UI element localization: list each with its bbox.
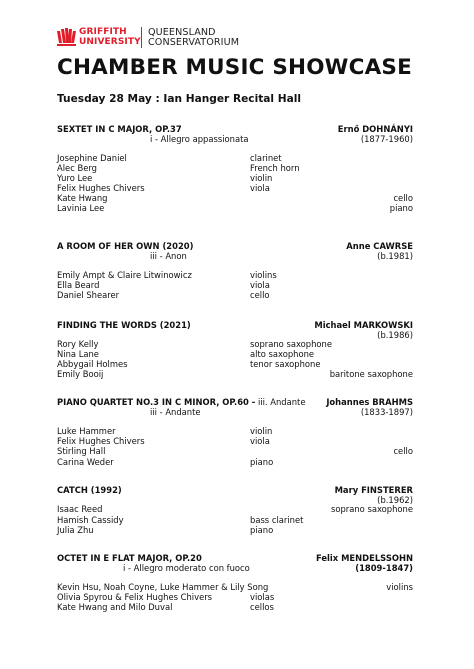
piece-movement: i - Allegro appassionata [150, 134, 249, 144]
performer-name: Hamish Cassidy [57, 515, 124, 525]
performer-instrument: violas [250, 592, 275, 602]
composer-name: Felix MENDELSSOHN [315, 553, 413, 563]
performer-instrument: piano [389, 203, 413, 213]
performer-name: Kevin Hsu, Noah Coyne, Luke Hammer & Lily Song [57, 582, 269, 592]
performer-instrument: bass clarinet [250, 515, 304, 525]
performer-instrument: viola [250, 183, 270, 193]
performer-instrument: violins [386, 582, 413, 592]
performer-name: Kate Hwang and Milo Duval [57, 602, 173, 612]
performer-name: Felix Hughes Chivers [57, 183, 145, 193]
logo-lockup [57, 27, 257, 49]
griffith-logo-icon [57, 28, 76, 46]
composer-dates: (1833-1897) [360, 407, 413, 417]
performer-instrument: soprano saxophone [331, 504, 413, 514]
piece-movement: i - Allegro moderato con fuoco [123, 563, 250, 573]
piece-title: A ROOM OF HER OWN (2020) [57, 241, 194, 251]
composer-name: Anne CAWRSE [346, 241, 413, 251]
piece-title: CATCH (1992) [57, 485, 122, 495]
performer-instrument: soprano saxophone [250, 339, 332, 349]
performer-name: Nina Lane [57, 349, 99, 359]
page-title: CHAMBER MUSIC SHOWCASE [57, 55, 412, 80]
performer-name: Julia Zhu [57, 525, 94, 535]
performer-instrument: tenor saxophone [250, 359, 321, 369]
performer-instrument: cello [250, 290, 270, 300]
performer-name: Carina Weder [57, 457, 114, 467]
performer-name: Olivia Spyrou & Felix Hughes Chivers [57, 592, 213, 602]
logo-divider [141, 27, 142, 48]
composer-name: Johannes BRAHMS [326, 397, 413, 407]
university-line-1: GRIFFITH [79, 27, 127, 37]
composer-dates: (b.1986) [377, 330, 413, 340]
piece-movement: iii - Andante [150, 407, 201, 417]
university-line-2: UNIVERSITY [79, 36, 141, 47]
piece-title: PIANO QUARTET NO.3 IN C MINOR, OP.60 - [57, 397, 256, 407]
event-line: Tuesday 28 May : Ian Hanger Recital Hall [57, 93, 302, 105]
performer-name: Felix Hughes Chivers [57, 436, 145, 446]
performer-instrument: alto saxophone [250, 349, 315, 359]
performer-name: Alec Berg [57, 163, 97, 173]
conservatorium-line-2: CONSERVATORIUM [148, 37, 240, 48]
composer-dates: (b.1962) [377, 495, 413, 505]
performer-instrument: piano [250, 457, 274, 467]
performer-instrument: viola [250, 280, 270, 290]
performer-instrument: violins [250, 270, 277, 280]
performer-instrument: cello [393, 446, 413, 456]
piece-title-suffix: iii. Andante [257, 397, 306, 407]
composer-name: Mary FINSTERER [334, 485, 413, 495]
composer-dates: (b.1981) [377, 251, 413, 261]
performer-name: Yuro Lee [57, 173, 93, 183]
composer-dates: (1809-1847) [355, 563, 413, 573]
performer-name: Emily Booij [57, 369, 104, 379]
performer-name: Emily Ampt & Claire Litwinowicz [57, 270, 192, 280]
piece-title: SEXTET IN C MAJOR, OP.37 [57, 124, 182, 134]
performer-instrument: violin [250, 173, 273, 183]
performer-instrument: baritone saxophone [329, 369, 413, 379]
performer-name: Luke Hammer [57, 426, 116, 436]
composer-dates: (1877-1960) [360, 134, 413, 144]
conservatorium-wordmark [148, 28, 239, 48]
performer-name: Ella Beard [57, 280, 100, 290]
performer-instrument: piano [250, 525, 274, 535]
performer-instrument: viola [250, 436, 270, 446]
performer-name: Lavinia Lee [57, 203, 105, 213]
performer-name: Isaac Reed [57, 504, 103, 514]
university-wordmark [79, 28, 141, 47]
performer-name: Stirling Hall [57, 446, 106, 456]
piece-title-line [57, 397, 305, 408]
performer-name: Josephine Daniel [57, 153, 127, 163]
performer-instrument: clarinet [250, 153, 282, 163]
performer-instrument: violin [250, 426, 273, 436]
composer-name: Ernő DOHNÁNYI [337, 124, 413, 134]
performer-instrument: French horn [250, 163, 300, 173]
piece-title: OCTET IN E FLAT MAJOR, OP.20 [57, 553, 202, 563]
composer-name: Michael MARKOWSKI [314, 320, 413, 330]
performer-name: Rory Kelly [57, 339, 99, 349]
performer-name: Daniel Shearer [57, 290, 120, 300]
piece-title: FINDING THE WORDS (2021) [57, 320, 191, 330]
performer-name: Abbygail Holmes [57, 359, 128, 369]
performer-instrument: cello [393, 193, 413, 203]
piece-movement: iii - Anon [150, 251, 187, 261]
conservatorium-line-1: QUEENSLAND [148, 27, 216, 38]
performer-instrument: cellos [250, 602, 274, 612]
performer-name: Kate Hwang [57, 193, 108, 203]
